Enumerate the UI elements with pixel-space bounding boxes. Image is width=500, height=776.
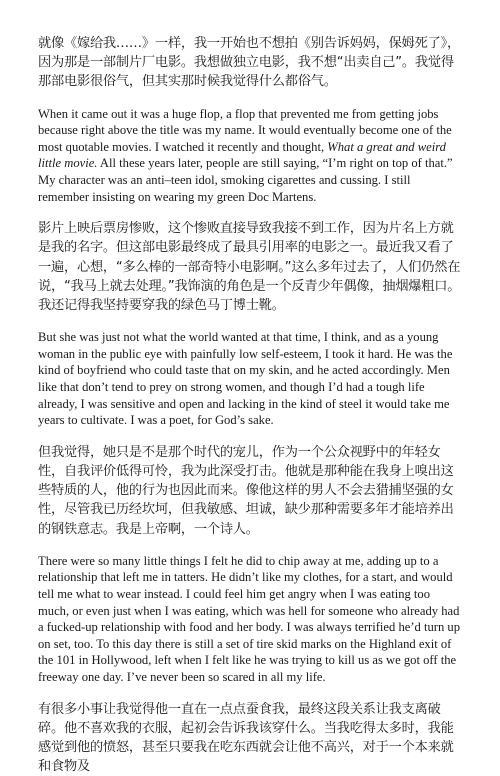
- paragraph-text: 有很多小事让我觉得他一直在一点点蚕食我，最终这段关系让我支离破碎。他不喜欢我的衣服，起初会告诉我该穿什么。当我吃得太多时，我能感觉到他的愤怒，甚至只要我在吃东西就会让他不高兴，对于一个本来就和食物及: [38, 701, 454, 775]
- paragraph-italic-text: What a great and weird little movie.: [38, 139, 446, 171]
- paragraph-text: 影片上映后票房惨败，这个惨败直接导致我接不到工作，因为片名上方就是我的名字。但这部电影最终成了最具引用率的电影之一。最近我又看了一遍，心想，“多么棒的一部奇特小电影啊。”这么多年过去了，人们仍然在说，“我马上就去处理。”我饰演的角色是一个反青少年偶像，抽烟爆粗口。我还记得我坚持要穿我的绿色马丁博士靴。: [38, 221, 461, 313]
- paragraph-en-1: [38, 106, 462, 206]
- paragraph-text: 就像《嫁给我……》一样，我一开始也不想拍《别告诉妈妈，保姆死了》，因为那是一部制片厂电影。我想做独立电影，我不想“出卖自己”。我觉得那部电影很俗气，但其实那时候我觉得什么都俗气。: [38, 36, 460, 90]
- paragraph-text: All these years later, people are still saying, “I’m right on top of that.” My character was an anti–teen idol, smoking cigarettes and cussing. I still remember insisting on wearing my green Doc Martens.: [38, 156, 453, 204]
- paragraph-zh-4: [38, 700, 462, 776]
- paragraph-text: 但我觉得，她只是不是那个时代的宠儿，作为一个公众视野中的年轻女性，自我评价低得可怜，我为此深受打击。他就是那种能在我身上嗅出这些特质的人，他的行为也因此而来。像他这样的男人不会去猎捕坚强的女性，尽管我已历经坎坷，但我敏感、坦诚，缺少那种需要多年才能培养出的钢铁意志。我是上帝啊，一个诗人。: [38, 444, 454, 537]
- document-page: [38, 34, 462, 776]
- paragraph-text: But she was just not what the world wanted at that time, I think, and as a young woman in the public eye with painfully low self-esteem, I took it hard. He was the kind of boyfriend who could taste that on my skin, and he acted accordingly. Men like that don’t tend to prey on strong women, and though I’d had a tough life already, I was sensitive and open and lacking in the kind of steel it would take me years to cultivate. I was a poet, for God’s sake.: [38, 330, 453, 428]
- paragraph-zh-1: [38, 34, 462, 92]
- paragraph-zh-3: [38, 443, 462, 539]
- paragraph-text: When it came out it was a huge flop, a flop that prevented me from getting jobs because right above the title was my name. It would eventually become one of the most quotable movies. I watched it recently and thought,: [38, 106, 452, 154]
- paragraph-text: There were so many little things I felt he did to chip away at me, adding up to a relationship that left me in tatters. He didn’t like my clothes, for a start, and would tell me what to wear instead. I could feel him get angry when I was eating too much, or even just when I was eating, which was hell for someone who already had a fucked-up relationship with food and her body. I was always terrified he’d turn up on set, too. To this day there is still a set of tire skid marks on the Highland exit of the 101 in Hollywood, left when I felt like he was trying to kill us as we got off the freeway one day. I’ve never been so scared in all my life.: [38, 553, 460, 684]
- paragraph-en-2: [38, 329, 462, 429]
- paragraph-en-3: [38, 553, 462, 686]
- paragraph-zh-2: [38, 219, 462, 315]
